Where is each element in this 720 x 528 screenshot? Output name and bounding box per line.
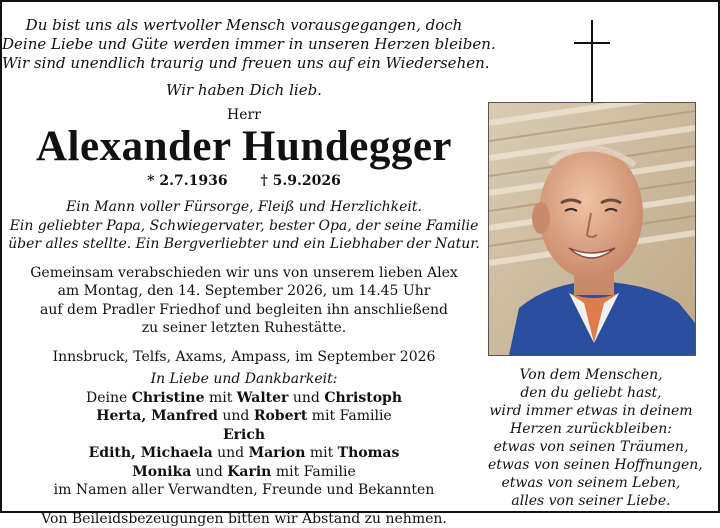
life-dates bbox=[2, 172, 486, 190]
mourner-name: Marion bbox=[249, 445, 306, 461]
mourners-line bbox=[2, 444, 486, 463]
gratitude-line: In Liebe und Dankbarkeit: bbox=[2, 370, 486, 389]
text: und bbox=[218, 408, 254, 424]
mourners-list bbox=[2, 389, 486, 500]
tribute-line: über alles stellte. Ein Bergverliebter und ein Liebhaber der Natur. bbox=[2, 235, 486, 254]
verse-line: Deine Liebe und Güte werden immer in unseren Herzen bleiben. bbox=[2, 35, 486, 54]
poem-line: alles von seiner Liebe. bbox=[488, 492, 694, 510]
place-date: Innsbruck, Telfs, Axams, Ampass, im September 2026 bbox=[2, 348, 486, 367]
mourners-line bbox=[2, 463, 486, 482]
opening-verse bbox=[2, 16, 486, 100]
verse-line: Du bist uns als wertvoller Mensch vorausgegangen, doch bbox=[2, 16, 486, 35]
poem-line: wird immer etwas in deinem bbox=[488, 402, 694, 420]
mourner-name: Walter bbox=[237, 390, 289, 406]
farewell-line: am Montag, den 14. September 2026, um 14.45 Uhr bbox=[2, 282, 486, 301]
mourner-name: Christine bbox=[132, 390, 205, 406]
death-date: † 5.9.2026 bbox=[260, 173, 340, 189]
text: und bbox=[191, 464, 227, 480]
mourners-line bbox=[2, 389, 486, 408]
cross-icon bbox=[574, 20, 610, 110]
poem-line: den du geliebt hast, bbox=[488, 384, 694, 402]
text: mit bbox=[305, 445, 337, 461]
text: mit bbox=[205, 390, 237, 406]
mourner-name: Robert bbox=[254, 408, 308, 424]
farewell-line: Gemeinsam verabschieden wir uns von unserem lieben Alex bbox=[2, 264, 486, 283]
text: und bbox=[288, 390, 324, 406]
portrait-photo bbox=[488, 102, 696, 356]
text: und bbox=[213, 445, 249, 461]
mourner-name: Herta, Manfred bbox=[96, 408, 218, 424]
text: Deine bbox=[86, 390, 132, 406]
mourner-name: Monika bbox=[132, 464, 191, 480]
mourner-name: Christoph bbox=[324, 390, 402, 406]
tribute-line: Ein geliebter Papa, Schwiegervater, bester Opa, der seine Familie bbox=[2, 217, 486, 236]
poem-line: etwas von seinem Leben, bbox=[488, 474, 694, 492]
mourners-line bbox=[2, 407, 486, 426]
left-column bbox=[2, 16, 486, 528]
text: mit Familie bbox=[307, 408, 391, 424]
farewell-line: auf dem Pradler Friedhof und begleiten ihn anschließend bbox=[2, 301, 486, 320]
farewell-line: zu seiner letzten Ruhestätte. bbox=[2, 319, 486, 338]
mourner-name: Thomas bbox=[338, 445, 400, 461]
mourner-name: Erich bbox=[223, 427, 265, 443]
poem-line: etwas von seinen Hoffnungen, bbox=[488, 456, 694, 474]
poem-line: etwas von seinen Träumen, bbox=[488, 438, 694, 456]
closing-note: Von Beileidsbezeugungen bitten wir Abstand zu nehmen. bbox=[2, 510, 486, 528]
poem-line: Von dem Menschen, bbox=[488, 366, 694, 384]
tribute-line: Ein Mann voller Fürsorge, Fleiß und Herzlichkeit. bbox=[2, 198, 486, 217]
love-line: Wir haben Dich lieb. bbox=[2, 81, 486, 100]
closing-poem bbox=[488, 366, 694, 510]
mourner-name: Edith, Michaela bbox=[89, 445, 213, 461]
deceased-name: Alexander Hundegger bbox=[2, 124, 486, 170]
mourners-line: im Namen aller Verwandten, Freunde und Bekannten bbox=[2, 481, 486, 500]
mourner-name: Karin bbox=[227, 464, 271, 480]
text: mit Familie bbox=[271, 464, 355, 480]
poem-line: Herzen zurückbleiben: bbox=[488, 420, 694, 438]
verse-line: Wir sind unendlich traurig und freuen uns auf ein Wiedersehen. bbox=[2, 54, 486, 73]
tribute-text bbox=[2, 198, 486, 254]
funeral-details bbox=[2, 264, 486, 338]
mourners-line bbox=[2, 426, 486, 445]
name-prefix: Herr bbox=[2, 106, 486, 124]
birth-date: * 2.7.1936 bbox=[147, 173, 227, 189]
